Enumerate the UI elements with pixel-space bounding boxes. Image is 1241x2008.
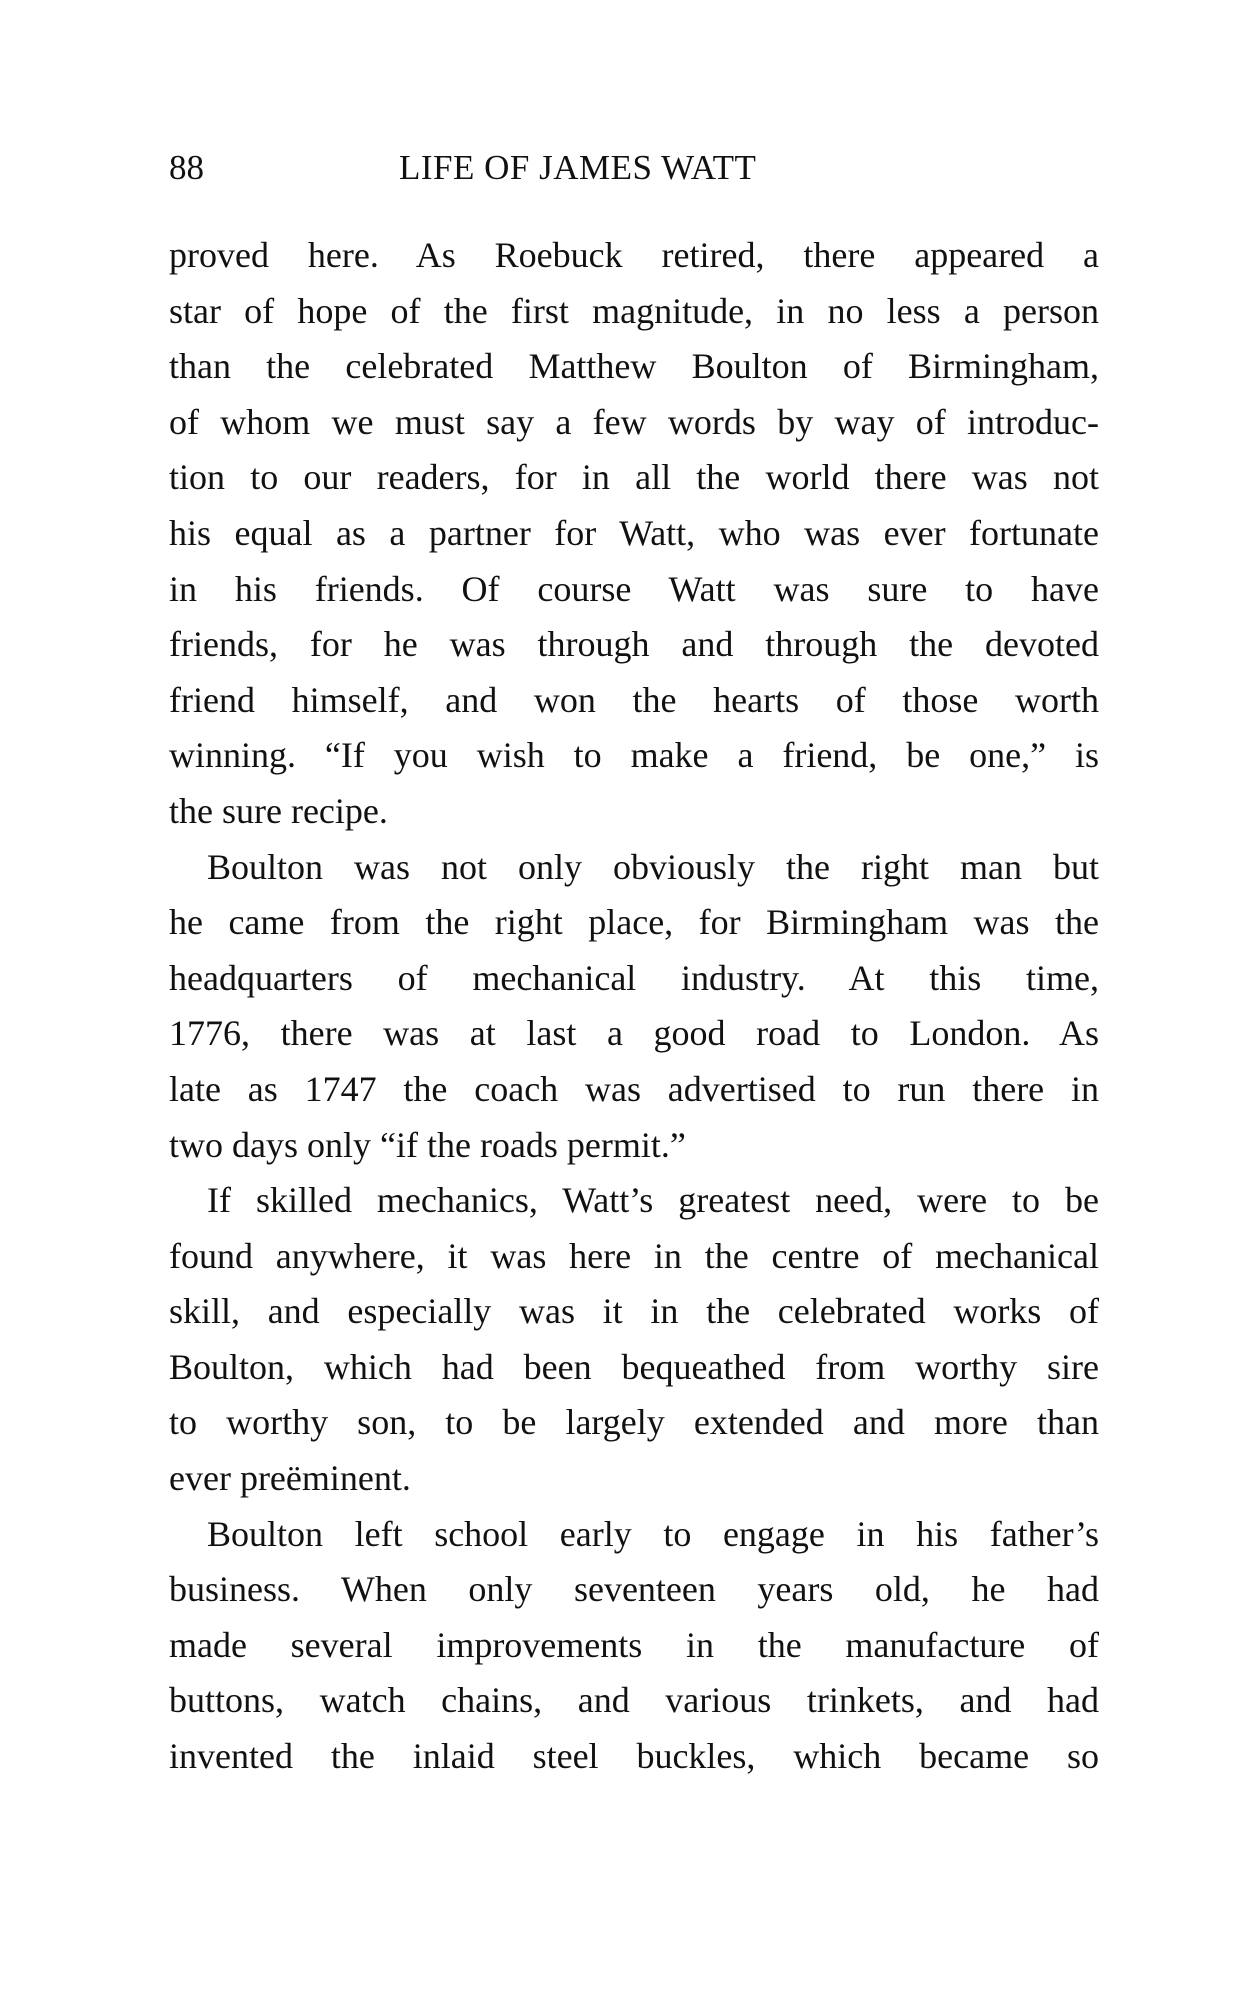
text-line: in his friends. Of course Watt was sure to have [169,568,1099,609]
text-line: the sure recipe. [169,790,388,831]
text-line: made several improvements in the manufacture of [169,1624,1099,1665]
running-title: LIFE OF JAMES WATT [399,148,757,187]
text-line: found anywhere, it was here in the centre of mechanical [169,1235,1099,1276]
text-line: Boulton was not only obviously the right man but [207,846,1099,887]
text-line: his equal as a partner for Watt, who was ever fortunate [169,512,1099,553]
text-line: skill, and especially was it in the celebrated works of [169,1291,1099,1332]
text-line: of whom we must say a few words by way of introduc- [169,401,1099,442]
text-line: invented the inlaid steel buckles, which became so [169,1736,1099,1777]
text-line: 1776, there was at last a good road to London. As [169,1013,1099,1054]
text-line: Boulton, which had been bequeathed from worthy sire [169,1346,1099,1387]
text-line: he came from the right place, for Birmingham was the [169,902,1099,943]
text-line: star of hope of the first magnitude, in no less a person [169,290,1099,331]
page-number: 88 [169,148,204,187]
text-line: than the celebrated Matthew Boulton of Birmingham, [169,346,1099,387]
text-line: business. When only seventeen years old, he had [169,1569,1099,1610]
text-line: friends, for he was through and through the devoted [169,624,1099,665]
page-body [169,228,1099,1785]
text-line: late as 1747 the coach was advertised to run there in [169,1068,1099,1109]
text-line: buttons, watch chains, and various trinkets, and had [169,1680,1099,1721]
text-line: Boulton left school early to engage in his father’s [207,1513,1099,1554]
text-line: to worthy son, to be largely extended and more than [169,1402,1099,1443]
text-line: If skilled mechanics, Watt’s greatest need, were to be [207,1180,1099,1221]
text-line: ever preëminent. [169,1458,411,1499]
text-line: tion to our readers, for in all the world there was not [169,457,1099,498]
text-line: proved here. As Roebuck retired, there appeared a [169,235,1099,275]
text-line: winning. “If you wish to make a friend, be one,” is [169,735,1099,776]
text-line: headquarters of mechanical industry. At this time, [169,957,1099,998]
page-header [169,142,1099,194]
text-line: two days only “if the roads permit.” [169,1124,686,1165]
text-line: friend himself, and won the hearts of those worth [169,679,1099,720]
